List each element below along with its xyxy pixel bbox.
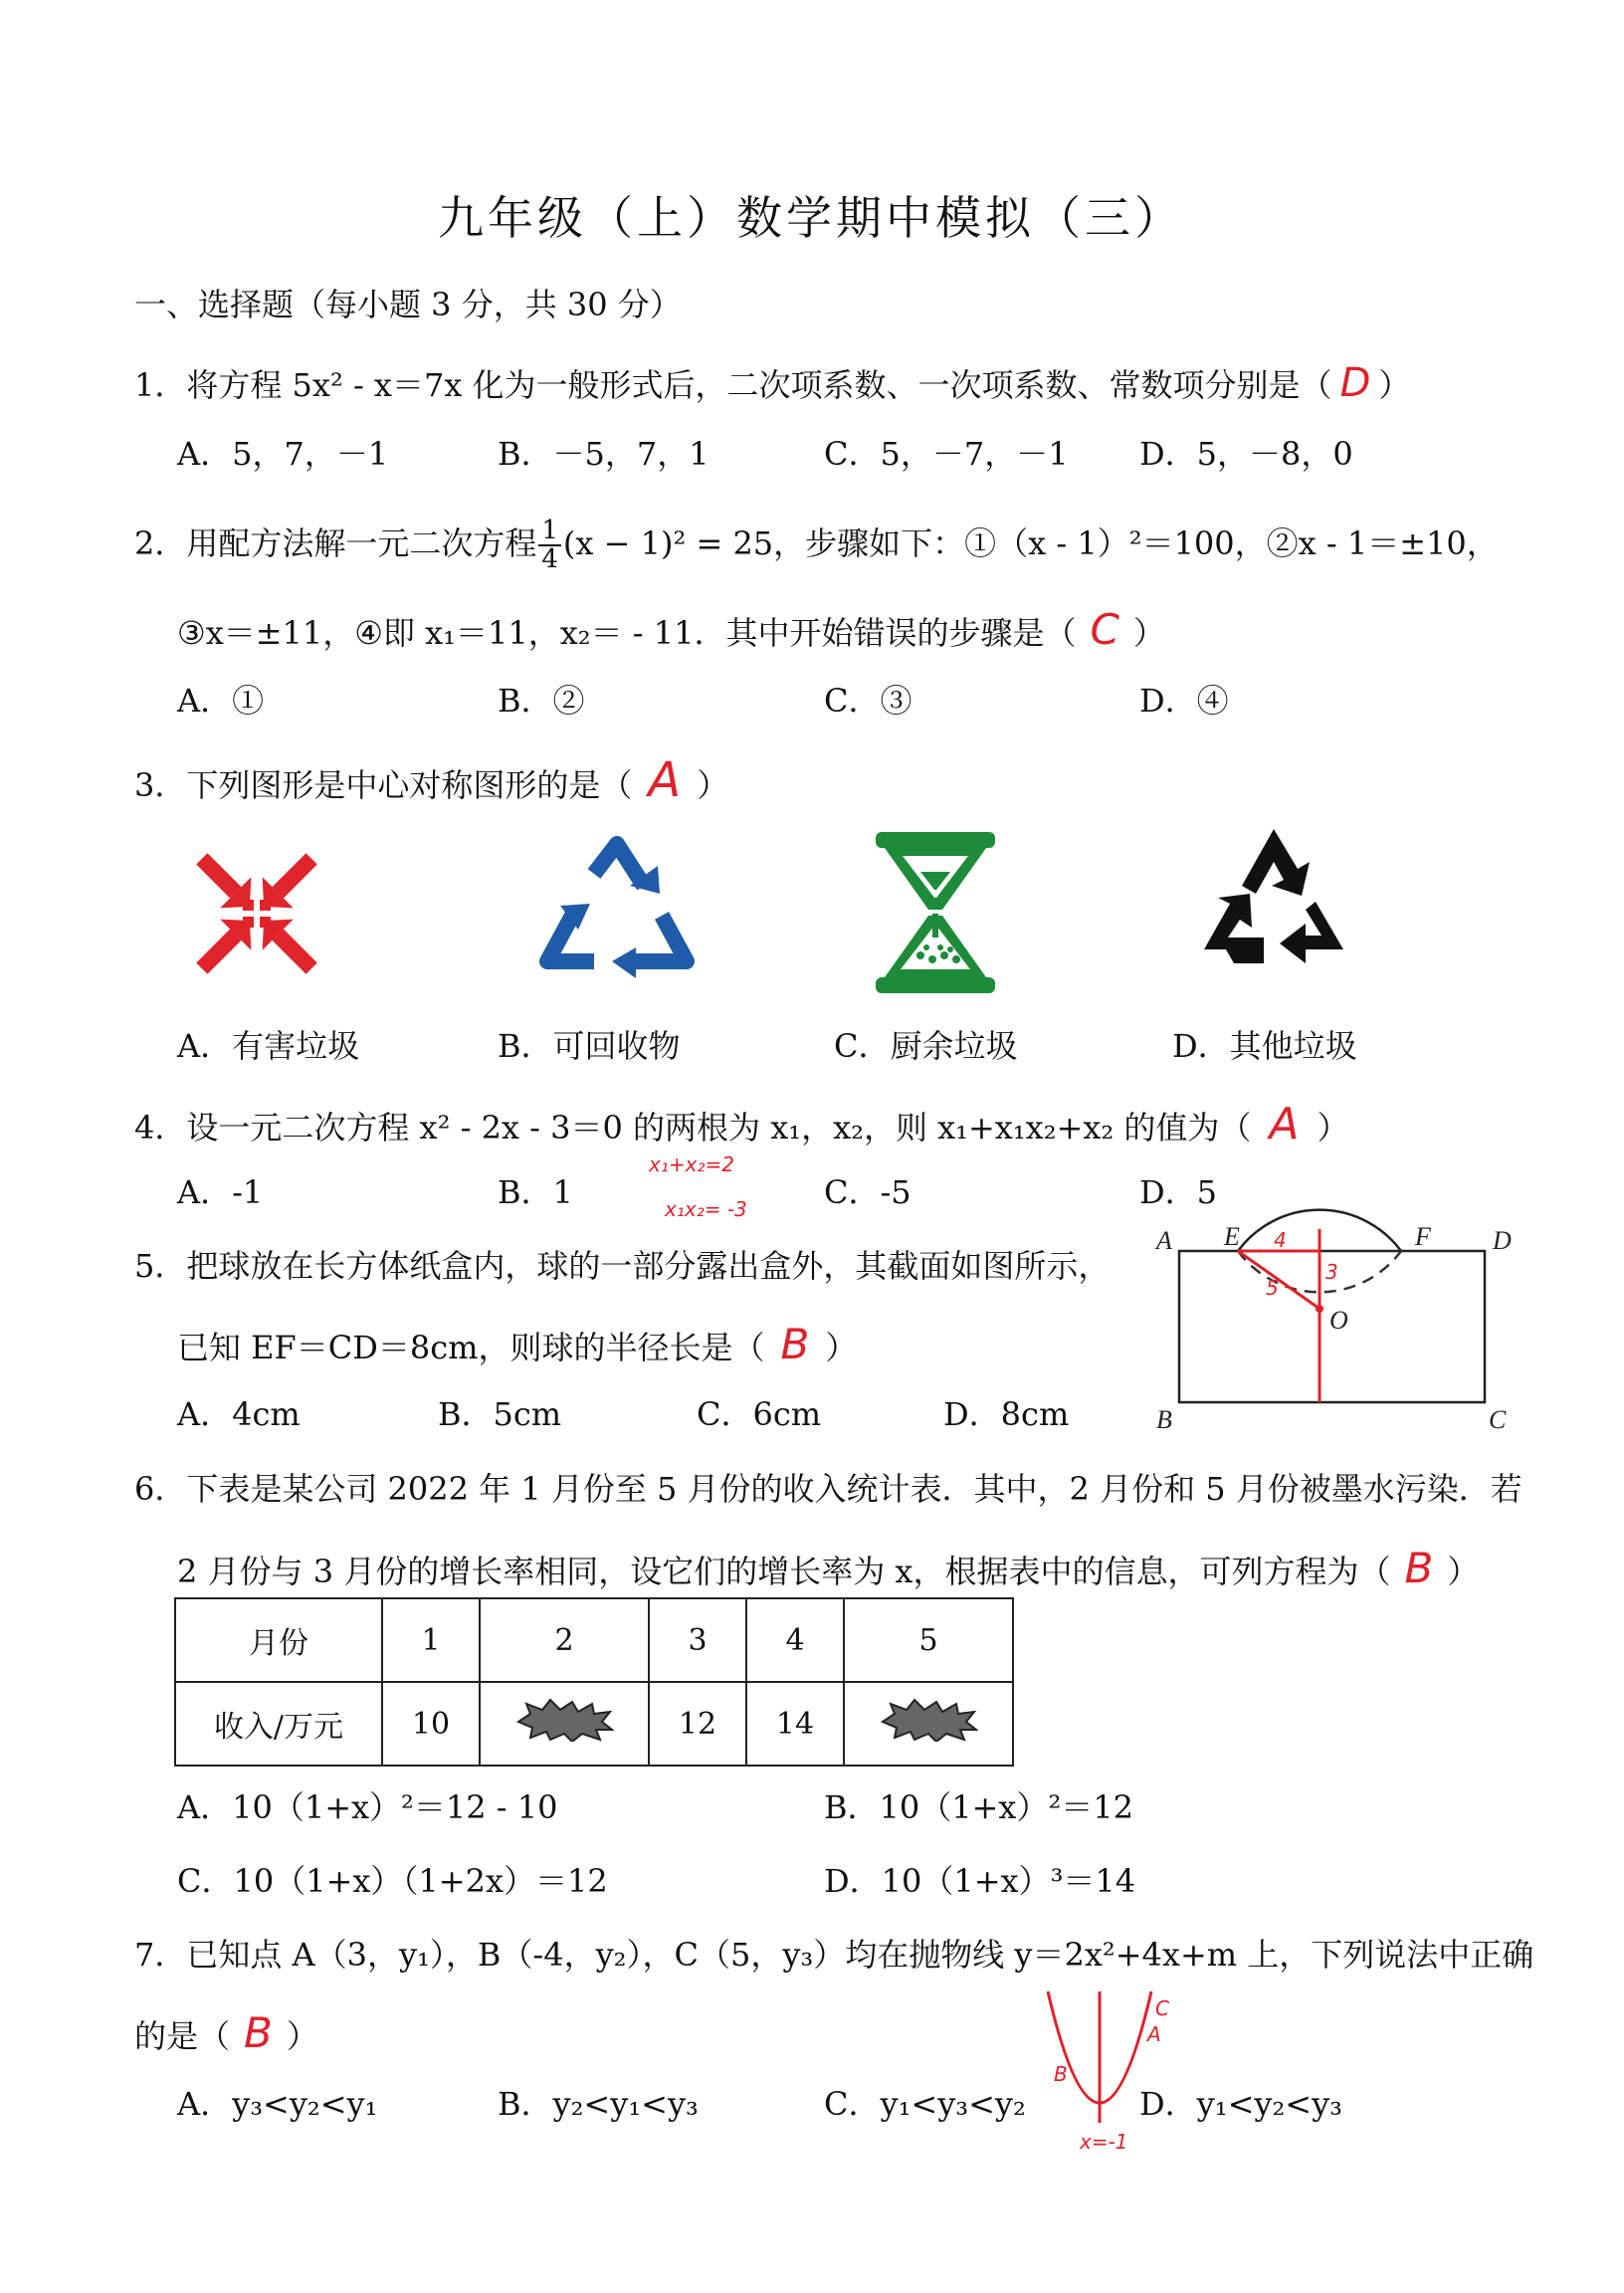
q2-frac-den: 4 (541, 544, 558, 575)
q3-caption-d: D．其他垃圾 (1172, 1027, 1357, 1065)
ink-blot-cell (480, 1682, 649, 1766)
q5-option-a: A．4cm (177, 1395, 301, 1433)
q1-option-c: C．5，－7，－1 (824, 435, 1069, 473)
q5-option-d: D．8cm (943, 1395, 1070, 1433)
q2-option-d: D．④ (1139, 682, 1229, 720)
question-3-answer: A (648, 752, 682, 808)
ball-in-box-figure (1144, 1199, 1522, 1438)
question-1-text: 1．将方程 5x² - x＝7x 化为一般形式后，二次项系数、一次项系数、常数项分别是（ (134, 366, 1332, 404)
q7-option-c: C．y₁<y₃<y₂ (824, 2085, 1026, 2123)
q4-option-b: B．1 (498, 1173, 573, 1211)
question-6-line1: 6．下表是某公司 2022 年 1 月份至 5 月份的收入统计表．其中，2 月份和 5 月份被墨水污染．若 (134, 1470, 1522, 1508)
q5-close: ） (825, 1329, 858, 1366)
table-row (175, 1598, 1013, 1682)
q1-option-b: B．－5，7，1 (498, 435, 710, 473)
q6-option-a: A．10（1+x）²＝12 - 10 (177, 1788, 558, 1826)
table-cell: 收入/万元 (175, 1682, 382, 1766)
question-4-answer: A (1269, 1099, 1300, 1149)
q2-frac-num: 1 (538, 518, 561, 546)
q6-close: ） (1447, 1553, 1480, 1590)
sketch-label-c: C (1155, 1996, 1169, 2020)
sketch-label-b: B (1054, 2062, 1068, 2086)
q7-option-d: D．y₁<y₂<y₃ (1139, 2085, 1343, 2123)
q6-option-b: B．10（1+x）²＝12 (824, 1788, 1134, 1826)
q3-caption-b: B．可回收物 (498, 1027, 681, 1065)
income-table (174, 1597, 1014, 1767)
q2-step1: ①（x - 1）²＝100， (964, 523, 1267, 562)
q5-option-b: B．5cm (438, 1395, 562, 1433)
red-label-5: 5 (1266, 1276, 1279, 1300)
q7-text: 的是（ (134, 2017, 231, 2055)
table-cell: 4 (746, 1598, 844, 1682)
table-cell: 5 (844, 1598, 1013, 1682)
q5-text: 已知 EF＝CD＝8cm，则球的半径长是（ (177, 1329, 765, 1366)
question-3 (134, 752, 729, 808)
other-waste-icon (1194, 824, 1353, 993)
hazardous-waste-icon (177, 834, 336, 993)
question-5-line1: 5．把球放在长方体纸盒内，球的一部分露出盒外，其截面如图所示， (134, 1247, 1111, 1285)
q2-step2: ②x - 1＝±10， (1266, 523, 1499, 562)
sketch-axis-label: x=-1 (1080, 2130, 1128, 2154)
q1-option-a: A．5，7，－1 (177, 435, 389, 473)
table-cell: 1 (382, 1598, 480, 1682)
q1-option-d: D．5，－8，0 (1139, 435, 1353, 473)
table-cell: 3 (649, 1598, 746, 1682)
q3-close: ） (697, 766, 729, 804)
q3-caption-a: A．有害垃圾 (177, 1027, 360, 1065)
table-cell: 12 (649, 1682, 746, 1766)
question-2-answer: C (1090, 605, 1119, 654)
red-label-3: 3 (1325, 1260, 1338, 1284)
q4-note-sum: x₁+x₂=2 (649, 1152, 734, 1176)
q2-option-c: C．③ (824, 682, 913, 720)
label-c: C (1489, 1405, 1507, 1434)
question-1 (134, 360, 1411, 406)
label-o: O (1329, 1306, 1348, 1335)
table-cell: 2 (480, 1598, 649, 1682)
question-5-answer: B (780, 1320, 810, 1368)
label-d: D (1493, 1226, 1512, 1255)
q2-close: ） (1132, 614, 1165, 652)
label-b: B (1156, 1405, 1172, 1434)
question-5-line2 (177, 1320, 858, 1368)
q2-option-a: A．① (177, 682, 265, 720)
question-2-line2 (177, 605, 1165, 654)
question-6-answer: B (1404, 1544, 1434, 1592)
q2-option-b: B．② (498, 682, 585, 720)
question-7-line1: 7．已知点 A（3，y₁），B（-4，y₂），C（5，y₃）均在抛物线 y＝2x²+4x+m 上，下列说法中正确 (134, 1936, 1534, 1974)
kitchen-waste-icon (871, 828, 1000, 997)
q2-fraction (538, 518, 561, 574)
table-cell: 14 (746, 1682, 844, 1766)
q2-text-b: (x − 1)² = 25，步骤如下： (562, 523, 965, 562)
table-cell: 10 (382, 1682, 480, 1766)
ink-blot-icon (879, 1698, 978, 1742)
q4-text: 4．设一元二次方程 x² - 2x - 3＝0 的两根为 x₁，x₂，则 x₁+x₁x₂+x₂ 的值为（ (134, 1109, 1252, 1146)
q4-option-d: D．5 (1139, 1173, 1218, 1211)
q7-option-a: A．y₃<y₂<y₁ (177, 2085, 378, 2123)
q7-close: ） (286, 2017, 318, 2055)
recyclable-icon (532, 834, 702, 993)
q6-text: 2 月份与 3 月份的增长率相同，设它们的增长率为 x，根据表中的信息，可列方程为（ (177, 1553, 1391, 1590)
q6-option-c: C．10（1+x）（1+2x）＝12 (177, 1862, 608, 1900)
question-1-answer: D (1339, 360, 1371, 406)
q7-option-b: B．y₂<y₁<y₃ (498, 2085, 699, 2123)
q4-option-c: C．-5 (824, 1173, 912, 1211)
parabola-sketch (1030, 1985, 1189, 2155)
label-f: F (1415, 1222, 1431, 1251)
sketch-label-a: A (1147, 2022, 1161, 2046)
q3-text: 3．下列图形是中心对称图形的是（ (134, 766, 633, 804)
q2-text-a: 2．用配方法解一元二次方程 (134, 523, 537, 562)
q4-close: ） (1317, 1109, 1349, 1146)
page-title: 九年级（上）数学期中模拟（三） (438, 191, 1184, 245)
section-heading: 一、选择题（每小题 3 分，共 30 分） (134, 286, 682, 323)
question-7-line2 (134, 2008, 318, 2057)
q2-text-c: ③x＝±11，④即 x₁＝11，x₂＝ - 11．其中开始错误的步骤是（ (177, 614, 1077, 652)
question-6-line2 (177, 1544, 1480, 1592)
q6-option-d: D．10（1+x）³＝14 (824, 1862, 1136, 1900)
ink-blot-icon (514, 1698, 614, 1742)
red-label-4: 4 (1274, 1228, 1287, 1252)
question-7-answer: B (244, 2008, 273, 2057)
table-row (175, 1682, 1013, 1766)
label-e: E (1224, 1222, 1240, 1251)
ink-blot-cell (844, 1682, 1013, 1766)
question-4 (134, 1099, 1349, 1149)
question-1-close: ） (1378, 366, 1411, 404)
q3-caption-c: C．厨余垃圾 (834, 1027, 1018, 1065)
table-cell: 月份 (175, 1598, 382, 1682)
label-a: A (1156, 1226, 1172, 1255)
question-2-line1 (134, 518, 1499, 574)
q4-option-a: A．-1 (177, 1173, 264, 1211)
q5-option-c: C．6cm (697, 1395, 822, 1433)
q4-note-product: x₁x₂= -3 (665, 1197, 747, 1221)
